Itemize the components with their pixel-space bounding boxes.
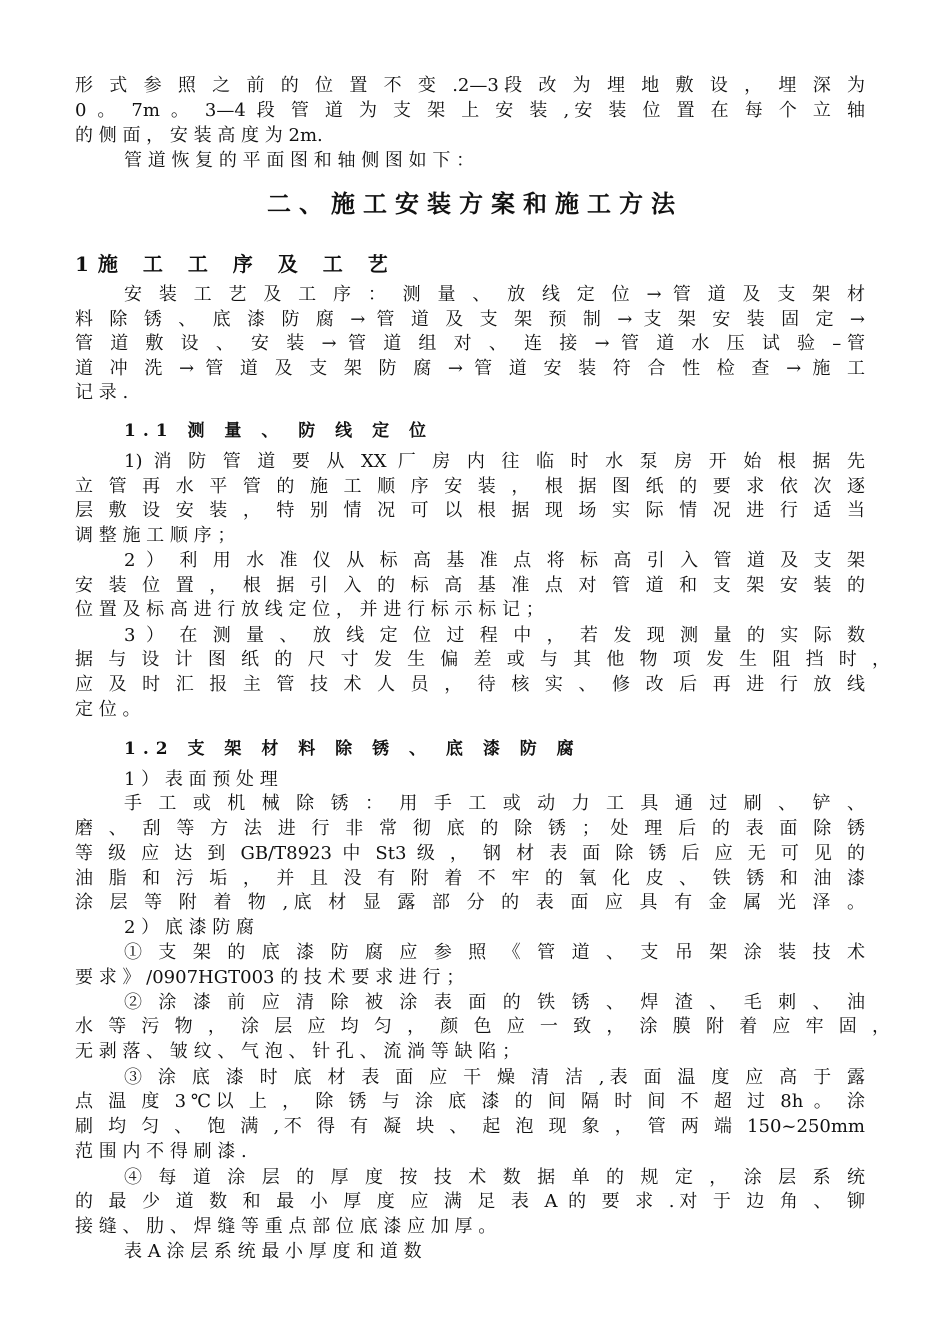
- s12-line-1: 1 ） 表 面 预 处 理: [124, 769, 278, 790]
- s11-line-5: 2 ） 利 用 水 准 仪 从 标 高 基 准 点 将 标 高 引 入 管 道 及 支 架: [124, 550, 865, 571]
- s11-line-7: 位 置 及 标 高 进 行 放 线 定 位 ， 并 进 行 标 示 标 记 ；: [75, 599, 544, 620]
- heading-1-2: 1.2 支 架 材 料 除 锈 、 底 漆 防 腐: [124, 739, 581, 759]
- s11-line-6: 安 装 位 置 ， 根 据 引 入 的 标 高 基 准 点 对 管 道 和 支 架 安 装 的: [75, 575, 865, 596]
- intro-line-1: 形 式 参 照 之 前 的 位 置 不 变 .2—3段 改 为 埋 地 敷 设 ， 埋 深 为: [75, 75, 865, 96]
- s12-line-4: 等 级 应 达 到 GB/T8923 中 St3 级 ， 钢 材 表 面 除 锈 后 应 无 可 见 的: [75, 843, 865, 864]
- s11-line-8: 3 ） 在 测 量 、 放 线 定 位 过 程 中 ， 若 发 现 测 量 的 实 际 数: [124, 625, 865, 646]
- s12-line-6: 涂 层 等 附 着 物 ,底 材 显 露 部 分 的 表 面 应 具 有 金 属 光 泽 。: [75, 892, 865, 913]
- s12-line-9: 要 求 》 /0907HGT003 的 技 术 要 求 进 行 ；: [75, 967, 465, 988]
- s12-line-5: 油 脂 和 污 垢 ， 并 且 没 有 附 着 不 牢 的 氧 化 皮 、 铁 锈 和 油 漆: [75, 868, 865, 889]
- s11-line-1: 1) 消 防 管 道 要 从 XX 厂 房 内 往 临 时 水 泵 房 开 始 根 据 先: [124, 451, 865, 472]
- s12-line-11: 水 等 污 物 ， 涂 层 应 均 匀 ， 颜 色 应 一 致 ， 涂 膜 附 着 应 牢 固 ，: [75, 1016, 890, 1037]
- s11-line-9: 据 与 设 计 图 纸 的 尺 寸 发 生 偏 差 或 与 其 他 物 项 发 生 阻 挡 时 ，: [75, 649, 890, 670]
- s12-line-8: ① 支 架 的 底 漆 防 腐 应 参 照 《 管 道 、 支 吊 架 涂 装 技 术: [124, 942, 865, 963]
- s11-line-10: 应 及 时 汇 报 主 管 技 术 人 员 ， 待 核 实 、 修 改 后 再 进 行 放 线: [75, 674, 865, 695]
- s11-line-3: 层 敷 设 安 装 ， 特 别 情 况 可 以 根 据 现 场 实 际 情 况 进 行 适 当: [75, 500, 865, 521]
- s1-line-3: 管 道 敷 设 、 安 装 → 管 道 组 对 、 连 接 → 管 道 水 压 试 验 –管: [75, 333, 865, 354]
- s1-line-2: 料 除 锈 、 底 漆 防 腐 → 管 道 及 支 架 预 制 → 支 架 安 装 固 定 →: [75, 309, 865, 330]
- s12-line-7: 2 ） 底 漆 防 腐: [124, 917, 255, 938]
- table-a-caption: 表 A 涂 层 系 统 最 小 厚 度 和 道 数: [124, 1241, 422, 1262]
- s12-line-18: 的 最 少 道 数 和 最 小 厚 度 应 满 足 表 A 的 要 求 .对 于 边 角 、 铆: [75, 1191, 865, 1212]
- s11-line-2: 立 管 再 水 平 管 的 施 工 顺 序 安 装 ， 根 据 图 纸 的 要 求 依 次 逐: [75, 476, 865, 497]
- s11-line-11: 定 位 。: [75, 699, 141, 720]
- s12-line-19: 接 缝 、 肋 、 焊 缝 等 重 点 部 位 底 漆 应 加 厚 。: [75, 1216, 497, 1237]
- intro-line-2: 0 。 7m 。 3—4 段 管 道 为 支 架 上 安 装 ,安 装 位 置 在 每 个 立 轴: [75, 100, 865, 121]
- s12-line-15: 刷 均 匀 、 饱 满 ,不 得 有 凝 块 、 起 泡 现 象 ， 管 两 端 150~250mm: [75, 1116, 865, 1137]
- s12-line-17: ④ 每 道 涂 层 的 厚 度 按 技 术 数 据 单 的 规 定 ， 涂 层 系 统: [124, 1167, 865, 1188]
- heading-1-1: 1.1 测 量 、 防 线 定 位: [124, 421, 434, 441]
- s12-line-12: 无 剥 落 、 皱 纹 、 气 泡 、 针 孔 、 流 淌 等 缺 陷 ；: [75, 1041, 520, 1062]
- intro-line-4: 管 道 恢 复 的 平 面 图 和 轴 侧 图 如 下 ：: [124, 150, 475, 171]
- s1-line-4: 道 冲 洗 → 管 道 及 支 架 防 腐 → 管 道 安 装 符 合 性 检 查 → 施 工: [75, 358, 865, 379]
- intro-line-3: 的 侧 面 ， 安 装 高 度 为 2m.: [75, 125, 323, 146]
- s12-line-3: 磨 、 刮 等 方 法 进 行 非 常 彻 底 的 除 锈 ； 处 理 后 的 表 面 除 锈: [75, 818, 865, 839]
- s1-line-1: 安 装 工 艺 及 工 序 ： 测 量 、 放 线 定 位 → 管 道 及 支 架 材: [124, 284, 865, 305]
- s12-line-10: ② 涂 漆 前 应 清 除 被 涂 表 面 的 铁 锈 、 焊 渣 、 毛 刺 、 油: [124, 992, 865, 1013]
- s11-line-4: 调 整 施 工 顺 序 ；: [75, 525, 236, 546]
- s12-line-14: 点 温 度 3℃以 上 ， 除 锈 与 涂 底 漆 的 间 隔 时 间 不 超 过 8h 。 涂: [75, 1091, 865, 1112]
- section-title: 二、施工安装方案和施工方法: [267, 189, 683, 218]
- s12-line-16: 范 围 内 不 得 刷 漆 .: [75, 1141, 247, 1162]
- s12-line-2: 手 工 或 机 械 除 锈 ： 用 手 工 或 动 力 工 具 通 过 刷 、 铲 、: [124, 793, 865, 814]
- s1-line-5: 记 录 .: [75, 382, 129, 403]
- s12-line-13: ③ 涂 底 漆 时 底 材 表 面 应 干 燥 清 洁 ,表 面 温 度 应 高 于 露: [124, 1067, 865, 1088]
- heading-1: 1施 工 工 序 及 工 艺: [75, 252, 397, 276]
